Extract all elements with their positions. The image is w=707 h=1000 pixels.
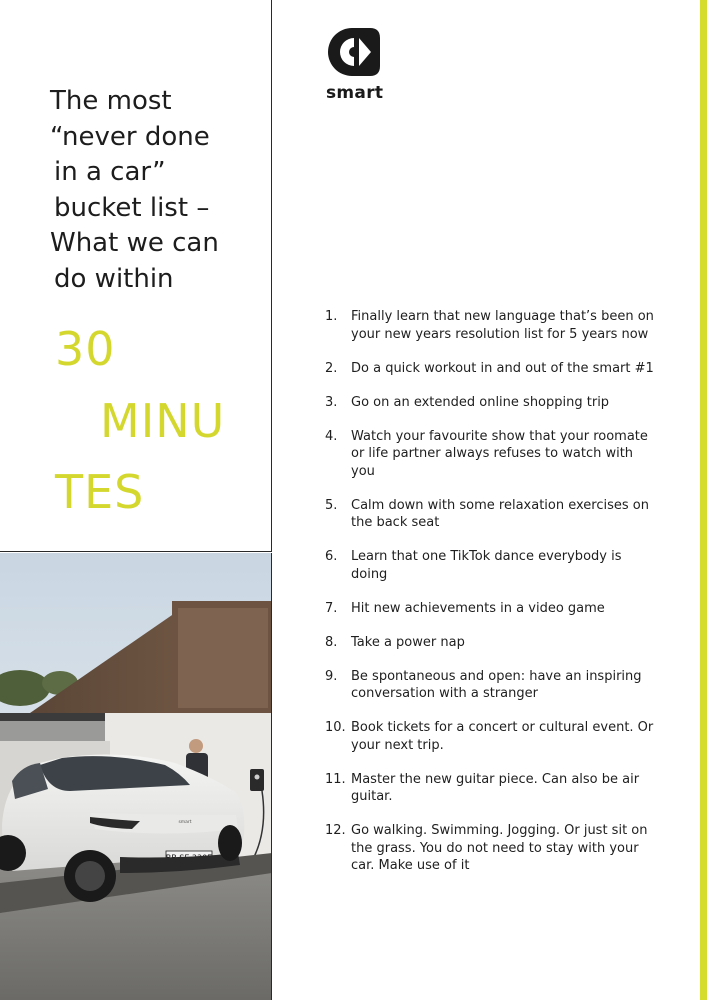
bucket-list [325,308,660,891]
list-item-number: 9. [325,668,338,684]
list-item-number: 7. [325,600,338,616]
list-item-text: Finally learn that new language that’s been on your new years resolution list for 5 years now [351,309,654,342]
headline-line: bucket list – [54,192,210,223]
list-item-number: 4. [325,428,338,444]
list-item-text: Calm down with some relaxation exercises on the back seat [351,497,649,530]
list-item [325,360,660,378]
list-item [325,428,660,481]
big-text-30: 30 [55,322,116,376]
list-item-text: Watch your favourite show that your roomate or life partner always refuses to watch with you [351,428,648,479]
list-item-text: Be spontaneous and open: have an inspiring conversation with a stranger [351,668,642,701]
bonnet-badge: smart [178,820,192,825]
list-item-number: 1. [325,309,338,324]
list-item-text: Hit new achievements in a video game [351,600,605,616]
list-item-number: 8. [325,634,338,650]
list-item-number: 5. [325,497,338,513]
list-item [325,308,660,343]
list-item [325,634,660,652]
list-item-number: 3. [325,394,338,410]
big-text-tes: TES [55,465,145,519]
list-item-number: 12. [325,823,346,838]
headline-line: in a car” [54,157,166,187]
list-item-number: 6. [325,549,338,564]
list-item-text: Master the new guitar piece. Can also be air guitar. [351,771,640,804]
headline-line: The most [50,86,172,116]
list-item [325,497,660,532]
list-item [325,548,660,583]
list-item-number: 2. [325,360,338,376]
list-item [325,394,660,412]
headline [50,84,219,297]
smart-logo-text: smart [326,83,384,103]
list-item-text: Learn that one TikTok dance everybody is doing [351,549,622,582]
big-text-minu: MINU [100,394,226,448]
headline-line: “never done [50,121,210,152]
headline-line: do within [54,263,174,294]
headline-line: What we can [50,228,219,258]
list-item-number: 11. [325,771,346,787]
list-item [325,668,660,703]
list-item-number: 10. [325,720,346,735]
smart-logo-icon [326,26,382,78]
list-item [325,600,660,618]
car-photo [0,553,272,1000]
list-item-text: Book tickets for a concert or cultural event. Or your next trip. [351,720,654,753]
list-item-text: Go walking. Swimming. Jogging. Or just sit on the grass. You do not need to stay with your car. Make use of it [351,823,648,873]
list-item-text: Go on an extended online shopping trip [351,394,610,410]
list-item [325,719,660,754]
list-item-text: Take a power nap [351,634,465,650]
list-item-text: Do a quick workout in and out of the smart #1 [351,360,654,376]
headline-panel [0,0,272,552]
accent-bar [700,0,707,1000]
list-item [325,771,660,806]
list-item [325,822,660,875]
